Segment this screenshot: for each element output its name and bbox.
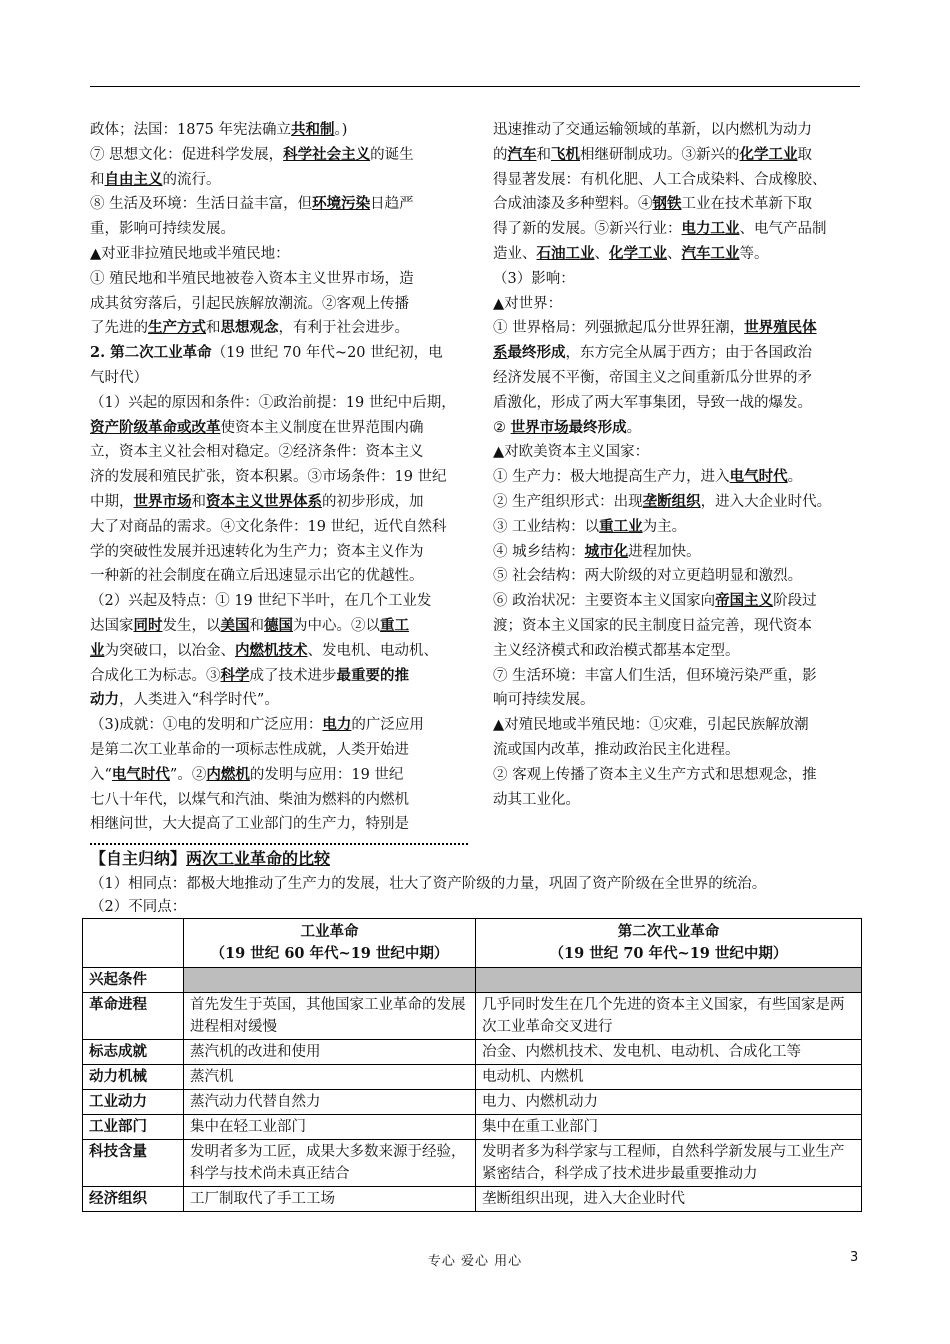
text-run: 和 bbox=[536, 146, 551, 163]
text-run: ▲对欧美资本主义国家： bbox=[493, 444, 650, 461]
left-text-line bbox=[90, 217, 464, 242]
key-term: 电力 bbox=[322, 716, 352, 734]
key-term: 业 bbox=[90, 641, 105, 659]
left-text-line bbox=[90, 763, 464, 788]
key-term: 垄断组织 bbox=[642, 492, 701, 510]
key-term: 化学工业 bbox=[739, 145, 798, 163]
text-run: 主义经济模式和政治模式都基本定型。 bbox=[493, 642, 740, 659]
text-run: ④ 城乡结构： bbox=[493, 543, 585, 560]
text-run: ② 客观上传播了资本主义生产方式和思想观念，推 bbox=[493, 766, 817, 783]
text-run: （19 世纪 70 年代~20 世纪初，电 bbox=[211, 345, 443, 362]
table-cell: 电动机、内燃机 bbox=[476, 1065, 862, 1090]
text-run: ⑥ 政治状况：主要资本主义国家向 bbox=[493, 593, 716, 610]
comparison-table bbox=[82, 918, 862, 1212]
right-text-line bbox=[493, 589, 871, 614]
key-term: 资产阶级革命或改革 bbox=[90, 418, 221, 436]
right-text-line bbox=[493, 143, 871, 168]
text-run: 阶段过 bbox=[773, 593, 817, 610]
key-term: 电力工业 bbox=[681, 220, 740, 238]
text-run: 政体；法国：1875 年宪法确立 bbox=[90, 122, 292, 138]
text-run: ① 生产力：极大地提高生产力，进入 bbox=[493, 469, 730, 486]
text-run: 重，影响可持续发展。 bbox=[90, 221, 235, 238]
right-text-line bbox=[493, 118, 871, 143]
left-text-line bbox=[90, 292, 464, 317]
text-run: （1）兴起的原因和条件：①政治前提：19 世纪中后期， bbox=[90, 394, 456, 411]
left-text-line bbox=[90, 143, 464, 168]
left-text-line bbox=[90, 664, 464, 689]
bold-term: 思想观念 bbox=[220, 319, 279, 337]
text-run: 合成化工为标志。③ bbox=[90, 667, 221, 684]
text-run: 和 bbox=[249, 617, 264, 634]
text-run: 的 bbox=[493, 146, 508, 163]
text-run: 济的发展和殖民扩张，资本积累。③市场条件：19 世纪 bbox=[90, 469, 447, 486]
text-run: 气时代） bbox=[90, 369, 148, 386]
left-text-line bbox=[90, 515, 464, 540]
left-text-line bbox=[90, 168, 464, 193]
text-run: ▲对世界： bbox=[493, 295, 563, 312]
text-run: 响可持续发展。 bbox=[493, 692, 595, 709]
text-run: 和 bbox=[191, 493, 206, 510]
table-row bbox=[83, 1187, 862, 1212]
text-run: ② bbox=[493, 419, 511, 436]
summary-diff-label: （2）不同点： bbox=[90, 899, 187, 915]
text-run: 相继问世，大大提高了工业部门的生产力，特别是 bbox=[90, 816, 409, 833]
right-text-line bbox=[493, 564, 871, 589]
key-term: 世界殖民体 bbox=[744, 319, 817, 337]
right-text-line bbox=[493, 316, 871, 341]
text-run: 达国家 bbox=[90, 617, 134, 634]
text-run: 得显著发展：有机化肥、人工合成染料、合成橡胶、 bbox=[493, 171, 827, 188]
key-term: 科学社会主义 bbox=[283, 145, 371, 163]
bold-term: 动力 bbox=[90, 691, 119, 709]
table-cell: 几乎同时发生在几个先进的资本主义国家，有些国家是两次工业革命交叉进行 bbox=[476, 993, 862, 1040]
left-text-line bbox=[90, 788, 464, 813]
text-run: 动其工业化。 bbox=[493, 791, 580, 808]
header-rule bbox=[90, 86, 860, 87]
table-cell: 工厂制取代了手工工场 bbox=[184, 1187, 476, 1212]
left-text-line bbox=[90, 589, 464, 614]
left-text-line bbox=[90, 688, 464, 713]
left-text-line bbox=[90, 391, 464, 416]
text-run: 等。 bbox=[739, 245, 769, 262]
summary-bracket-title: 【自主归纳】 bbox=[90, 849, 187, 868]
key-term: 环境污染 bbox=[312, 195, 371, 213]
table-row bbox=[83, 968, 862, 993]
text-run: 、电气产品制 bbox=[739, 221, 827, 238]
text-run: 的发明与应用：19 世纪 bbox=[249, 766, 404, 783]
summary-heading bbox=[90, 846, 330, 869]
left-text-line bbox=[90, 316, 464, 341]
text-run: 的初步形成，加 bbox=[322, 493, 424, 510]
row-header-cell: 标志成就 bbox=[83, 1040, 184, 1065]
text-run: 入“ bbox=[90, 766, 112, 783]
table-row bbox=[83, 1040, 862, 1065]
text-run: ”。② bbox=[169, 766, 207, 783]
left-column bbox=[90, 118, 464, 837]
text-run: ⑤ 社会结构：两大阶级的对立更趋明显和激烈。 bbox=[493, 568, 803, 585]
right-text-line bbox=[493, 664, 871, 689]
text-run: 了先进的 bbox=[90, 320, 148, 337]
text-run: 是第二次工业革命的一项标志性成就，人类开始进 bbox=[90, 741, 409, 758]
text-run: 、 bbox=[667, 245, 682, 262]
text-run: ▲对殖民地或半殖民地：①灾难，引起民族解放潮 bbox=[493, 717, 809, 734]
text-run: 为突破口，以冶金、 bbox=[104, 642, 235, 659]
text-run: （2）兴起及特点：① 19 世纪下半叶，在几个工业发 bbox=[90, 593, 432, 610]
key-term: 美国 bbox=[220, 616, 250, 634]
left-text-line bbox=[90, 267, 464, 292]
text-run: ② 生产组织形式：出现 bbox=[493, 493, 643, 510]
left-text-line bbox=[90, 614, 464, 639]
right-text-line bbox=[493, 763, 871, 788]
right-text-line bbox=[493, 366, 871, 391]
key-term: 生产方式 bbox=[148, 319, 206, 337]
text-run: 相继研制成功。③新兴的 bbox=[580, 146, 740, 163]
text-run: ① 殖民地和半殖民地被卷入资本主义世界市场，造 bbox=[90, 270, 414, 287]
text-run: 发生，以 bbox=[162, 617, 221, 634]
right-column bbox=[493, 118, 871, 812]
table-cell: 蒸汽机的改进和使用 bbox=[184, 1040, 476, 1065]
text-run: 。 bbox=[626, 419, 642, 436]
text-run: 和 bbox=[206, 320, 221, 337]
left-text-line bbox=[90, 465, 464, 490]
key-term: 同时 bbox=[133, 616, 163, 634]
summary-title: 两次工业革命的比较 bbox=[186, 849, 331, 868]
bold-term: 2. 第二次工业革命 bbox=[90, 344, 212, 362]
left-text-line bbox=[90, 440, 464, 465]
key-term: 钢铁 bbox=[652, 195, 682, 213]
text-run: 合成油漆及多种塑料。④ bbox=[493, 196, 653, 213]
left-text-line bbox=[90, 639, 464, 664]
right-text-line bbox=[493, 614, 871, 639]
text-run: 得了新的发展。⑤新兴行业： bbox=[493, 221, 682, 238]
right-text-line bbox=[493, 267, 871, 292]
table-header-row bbox=[83, 919, 862, 968]
table-row bbox=[83, 1065, 862, 1090]
text-run: ③ 工业结构：以 bbox=[493, 518, 600, 535]
bold-term: 最重要的推 bbox=[336, 666, 409, 684]
text-run: （3)成就：①电的发明和广泛应用： bbox=[90, 717, 323, 734]
left-text-line bbox=[90, 416, 464, 441]
table-header-first-revolution: 工业革命 （19 世纪 60 年代~19 世纪中期） bbox=[184, 919, 476, 968]
key-term: 内燃机 bbox=[206, 765, 250, 783]
text-run: 的广泛应用 bbox=[351, 717, 424, 734]
text-run: 日趋严 bbox=[370, 196, 414, 213]
left-text-line bbox=[90, 540, 464, 565]
key-term: 内燃机技术 bbox=[235, 641, 308, 659]
left-text-line bbox=[90, 738, 464, 763]
text-run: 迅速推动了交通运输领域的革新，以内燃机为动力 bbox=[493, 122, 812, 138]
key-term: 石油工业 bbox=[536, 244, 595, 262]
text-run: 成了技术进步 bbox=[249, 667, 337, 684]
text-run: 的流行。 bbox=[162, 171, 221, 188]
text-run: ，东方完全从属于西方；由于各国政治 bbox=[565, 345, 812, 362]
text-run: 为主。 bbox=[642, 518, 687, 535]
right-text-line bbox=[493, 292, 871, 317]
text-run: 、 bbox=[594, 245, 609, 262]
text-run: 七八十年代，以煤气和汽油、柴油为燃料的内燃机 bbox=[90, 791, 409, 808]
row-header-cell: 工业动力 bbox=[83, 1090, 184, 1115]
right-text-line bbox=[493, 515, 871, 540]
left-text-line bbox=[90, 242, 464, 267]
row-header-cell: 科技含量 bbox=[83, 1140, 184, 1187]
text-run: 工业在技术革新下取 bbox=[681, 196, 812, 213]
key-term: 城市化 bbox=[584, 542, 629, 560]
left-text-line bbox=[90, 490, 464, 515]
key-term: 资本主义世界体系 bbox=[206, 492, 322, 510]
key-term: 世界市场 bbox=[133, 492, 192, 510]
table-cell: 电力、内燃机动力 bbox=[476, 1090, 862, 1115]
table-cell: 垄断组织出现，进入大企业时代 bbox=[476, 1187, 862, 1212]
text-run: 。) bbox=[334, 122, 348, 138]
left-text-line bbox=[90, 564, 464, 589]
row-header-cell: 工业部门 bbox=[83, 1115, 184, 1140]
key-term: 系 bbox=[493, 344, 508, 362]
key-term: 重工业 bbox=[599, 517, 643, 535]
table-header-second-revolution: 第二次工业革命 （19 世纪 70 年代~19 世纪中期） bbox=[476, 919, 862, 968]
summary-same-points: （1）相同点：都极大地推动了生产力的发展，壮大了资产阶级的力量，巩固了资产阶级在全世界的统治。 bbox=[90, 876, 767, 892]
right-text-line bbox=[493, 639, 871, 664]
text-run: ，进入大企业时代。 bbox=[700, 493, 832, 510]
table-row bbox=[83, 993, 862, 1040]
text-run: 中期， bbox=[90, 493, 134, 510]
row-header-cell: 经济组织 bbox=[83, 1187, 184, 1212]
key-term: 科学 bbox=[220, 666, 250, 684]
table-cell bbox=[476, 968, 862, 993]
key-term: 电气时代 bbox=[729, 468, 788, 486]
text-run: 造业、 bbox=[493, 245, 537, 262]
table-cell: 发明者多为工匠，成果大多数来源于经验，科学与技术尚未真正结合 bbox=[184, 1140, 476, 1187]
text-run: ⑧ 生活及环境：生活日益丰富，但 bbox=[90, 196, 313, 213]
right-text-line bbox=[493, 465, 871, 490]
text-run: （3）影响： bbox=[493, 270, 575, 287]
text-run: 的诞生 bbox=[370, 146, 414, 163]
text-run: 和 bbox=[90, 171, 105, 188]
text-run: ⑦ 生活环境：丰富人们生活，但环境污染严重，影 bbox=[493, 667, 817, 684]
row-header-cell: 动力机械 bbox=[83, 1065, 184, 1090]
table-cell: 冶金、内燃机技术、发电机、电动机、合成化工等 bbox=[476, 1040, 862, 1065]
text-run: 使资本主义制度在世界范围内确 bbox=[220, 419, 424, 436]
key-term: 重工 bbox=[380, 616, 409, 634]
right-text-line bbox=[493, 242, 871, 267]
text-run: 大了对商品的需求。④文化条件：19 世纪，近代自然科 bbox=[90, 518, 447, 535]
table-cell: 发明者多为科学家与工程师，自然科学新发展与工业生产紧密结合，科学成了技术进步最重要推动力 bbox=[476, 1140, 862, 1187]
text-run: 取 bbox=[797, 146, 812, 163]
table-row bbox=[83, 1115, 862, 1140]
left-text-line bbox=[90, 713, 464, 738]
right-text-line bbox=[493, 440, 871, 465]
text-run: 一种新的社会制度在确立后迅速显示出它的优越性。 bbox=[90, 568, 424, 585]
text-run: 流或国内改革，推动政治民主化进程。 bbox=[493, 741, 740, 758]
key-term: 共和制 bbox=[291, 121, 335, 138]
left-text-line bbox=[90, 341, 464, 366]
right-text-line bbox=[493, 713, 871, 738]
right-text-line bbox=[493, 341, 871, 366]
text-run: ，人类进入“科学时代”。 bbox=[119, 692, 279, 709]
text-run: 学的突破性发展并迅速转化为生产力；资本主义作为 bbox=[90, 543, 424, 560]
table-cell bbox=[184, 968, 476, 993]
text-run: 。 bbox=[787, 469, 803, 486]
text-run: ▲对亚非拉殖民地或半殖民地： bbox=[90, 245, 290, 262]
key-term: 电气时代 bbox=[111, 765, 170, 783]
key-term: 帝国主义 bbox=[715, 592, 774, 610]
bold-term: 最终形成 bbox=[568, 418, 627, 436]
left-text-line bbox=[90, 118, 464, 143]
table-row bbox=[83, 1090, 862, 1115]
page-footer: 专心 爱心 用心 bbox=[427, 1254, 523, 1269]
text-run: 进程加快。 bbox=[628, 543, 701, 560]
text-run: 盾激化，形成了两大军事集团，导致一战的爆发。 bbox=[493, 394, 812, 411]
table-cell: 首先发生于英国，其他国家工业革命的发展进程相对缓慢 bbox=[184, 993, 476, 1040]
table-cell: 蒸汽机 bbox=[184, 1065, 476, 1090]
right-text-line bbox=[493, 391, 871, 416]
right-text-line bbox=[493, 788, 871, 813]
left-text-line bbox=[90, 812, 464, 837]
right-text-line bbox=[493, 416, 871, 441]
right-text-line bbox=[493, 192, 871, 217]
right-text-line bbox=[493, 738, 871, 763]
table-header-corner bbox=[83, 919, 184, 968]
row-header-cell: 革命进程 bbox=[83, 993, 184, 1040]
right-text-line bbox=[493, 490, 871, 515]
table-cell: 蒸汽动力代替自然力 bbox=[184, 1090, 476, 1115]
key-term: 自由主义 bbox=[104, 170, 163, 188]
key-term: 汽车工业 bbox=[681, 244, 740, 262]
text-run: 为中心。②以 bbox=[293, 617, 380, 634]
row-header-cell: 兴起条件 bbox=[83, 968, 184, 993]
text-run: 成其贫穷落后，引起民族解放潮流。②客观上传播 bbox=[90, 295, 409, 312]
table-row bbox=[83, 1140, 862, 1187]
right-text-line bbox=[493, 168, 871, 193]
dotted-separator bbox=[90, 843, 468, 845]
left-text-line bbox=[90, 192, 464, 217]
text-run: 渡；资本主义国家的民主制度日益完善，现代资本 bbox=[493, 617, 812, 634]
text-run: ，有利于社会进步。 bbox=[278, 320, 409, 337]
text-run: 经济发展不平衡，帝国主义之间重新瓜分世界的矛 bbox=[493, 369, 812, 386]
left-text-line bbox=[90, 366, 464, 391]
text-run: 立，资本主义社会相对稳定。②经济条件：资本主义 bbox=[90, 444, 424, 461]
right-text-line bbox=[493, 217, 871, 242]
table-cell: 集中在重工业部门 bbox=[476, 1115, 862, 1140]
right-text-line bbox=[493, 688, 871, 713]
key-term: 飞机 bbox=[551, 145, 580, 163]
key-term: 汽车 bbox=[507, 145, 537, 163]
key-term: 世界市场 bbox=[510, 418, 569, 436]
text-run: ① 世界格局：列强掀起瓜分世界狂潮， bbox=[493, 320, 745, 337]
text-run: 、发电机、电动机、 bbox=[307, 642, 438, 659]
key-term: 德国 bbox=[264, 616, 293, 634]
text-run: ⑦ 思想文化：促进科学发展， bbox=[90, 146, 284, 163]
page-number: 3 bbox=[850, 1250, 859, 1265]
key-term: 化学工业 bbox=[609, 244, 667, 262]
table-cell: 集中在轻工业部门 bbox=[184, 1115, 476, 1140]
bold-term: 最终形成 bbox=[507, 344, 566, 362]
right-text-line bbox=[493, 540, 871, 565]
